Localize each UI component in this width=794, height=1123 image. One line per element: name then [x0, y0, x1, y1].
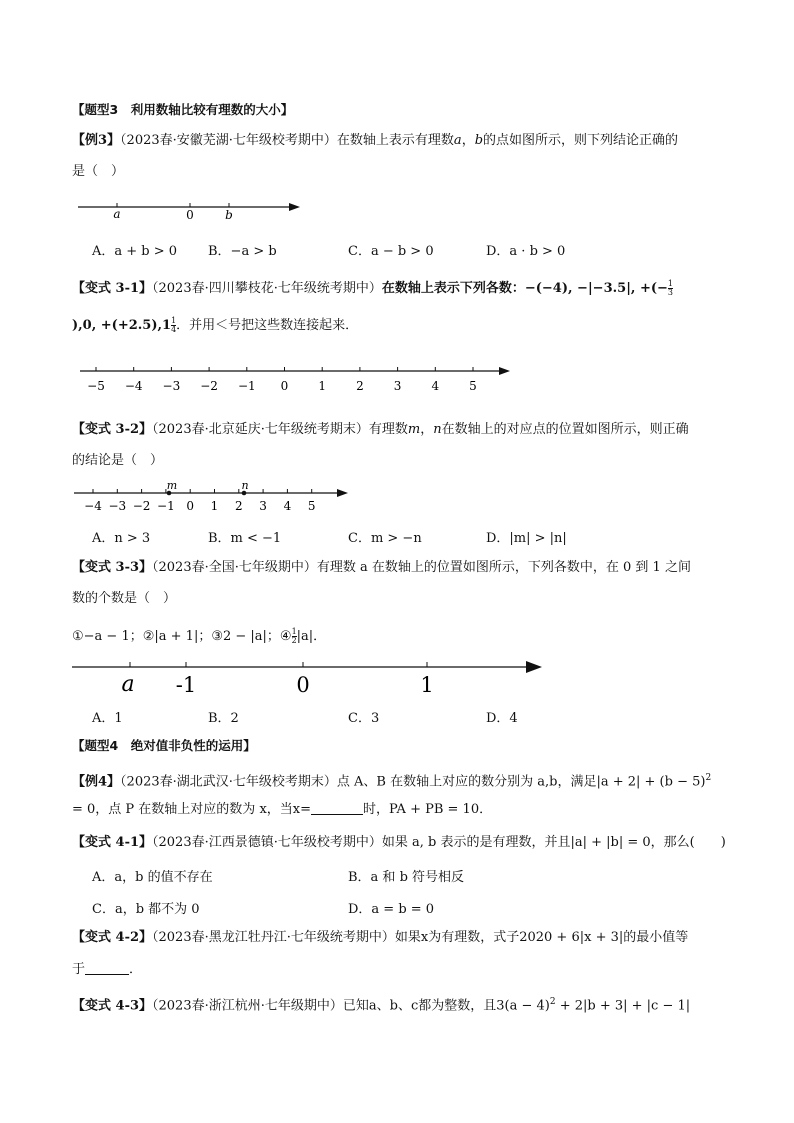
variant-4-2-line2: 于 ． [72, 962, 143, 977]
axis-label: −4 [124, 379, 143, 393]
axis-label: 2 [356, 379, 364, 393]
axis-label: 4 [431, 379, 440, 393]
fraction-one-quarter: $\frac{1}{4}$ [171, 316, 177, 334]
example-3-source: （2023春·安徽芜湖·七年级校考期中） [120, 133, 337, 148]
answer-blank[interactable] [85, 962, 129, 975]
example-3-line2: 是（ ） [72, 164, 125, 179]
axis-label: -1 [175, 673, 197, 697]
option-d: D．|m| > |n| [486, 531, 567, 546]
variant-3-3-tag: 【变式 3-3】 [72, 560, 153, 575]
axis-label: 1 [420, 673, 434, 697]
variant-3-2-line1: 【变式 3-2】（2023春·北京延庆·七年级统考期末）有理数m，n在数轴上的对应点的位置如图所示，则正确 [72, 422, 689, 437]
point-m-label: m [166, 479, 178, 492]
option-a: A．1 [92, 711, 123, 726]
axis-label: 0 [186, 499, 195, 513]
axis-label: −1 [237, 379, 256, 393]
option-b: B．a 和 b 符号相反 [348, 870, 465, 885]
answer-blank[interactable] [311, 802, 363, 815]
option-b: B．2 [208, 711, 239, 726]
axis-label: b [225, 208, 233, 222]
axis-label: 3 [393, 379, 402, 393]
variant-3-2-line2: 的结论是（ ） [72, 453, 164, 468]
option-d: D．a · b > 0 [486, 244, 566, 259]
example-4-line2: = 0，点 P 在数轴上对应的数为 x，当x= 时，PA + PB = 10． [72, 802, 493, 817]
axis-label: 2 [234, 499, 243, 513]
example-3-line1: 【例3】（2023春·安徽芜湖·七年级校考期中）在数轴上表示有理数a，b的点如图所示，则下列结论正确的 [72, 133, 679, 148]
axis-label: 1 [210, 499, 219, 513]
section-heading-3: 【题型3 利用数轴比较有理数的大小】 [72, 102, 294, 117]
variant-4-1-tag: 【变式 4-1】 [72, 835, 153, 850]
axis-label: 4 [283, 499, 292, 513]
option-d: D．4 [486, 711, 518, 726]
axis-label: −2 [132, 499, 151, 513]
variant-3-1-line1: 【变式 3-1】（2023春·四川攀枝花·七年级统考期中）在数轴上表示下列各数：−(−4), −|−3.5|, +(− $\frac{1}{3}$ [72, 279, 674, 297]
variant-3-3-items: ①−a − 1；②|a + 1|；③2 − |a|；④ $\frac{1}{2}$ |a|． [72, 627, 327, 645]
variant-4-2-tag: 【变式 4-2】 [72, 930, 153, 945]
axis-label: a [121, 672, 135, 697]
option-a: A．a，b 的值不存在 [92, 870, 213, 885]
axis-label: −4 [84, 499, 102, 513]
option-c: C．m > −n [348, 531, 422, 546]
variant-4-2-line1: 【变式 4-2】（2023春·黑龙江牡丹江·七年级统考期中）如果x为有理数，式子2020 + 6|x + 3|的最小值等 [72, 930, 689, 945]
axis-label: −2 [200, 379, 218, 393]
example-4-line1: 【例4】（2023春·湖北武汉·七年级校考期末）点 A、B 在数轴上对应的数分别为 a,b，满足$|a + 2| + (b - 5)^2$ [72, 773, 712, 790]
axis-label: 0 [280, 379, 289, 393]
variant-4-3-line1: 【变式 4-3】（2023春·浙江杭州·七年级期中）已知a、b、c都为整数，且$3(a - 4)^2 + 2|b + 3| + |c - 1|$ [72, 997, 691, 1014]
option-b: B．m < −1 [208, 531, 282, 546]
option-d: D．a = b = 0 [348, 902, 435, 917]
axis-label: −5 [87, 379, 105, 393]
axis-label: a [113, 207, 121, 221]
option-c: C．a，b 都不为 0 [92, 902, 200, 917]
variant-3-2-tag: 【变式 3-2】 [72, 422, 153, 437]
axis-label: 5 [469, 379, 477, 393]
variant-3-1-tag: 【变式 3-1】 [72, 281, 153, 296]
axis-label: −3 [108, 499, 127, 513]
section-heading-4: 【题型4 绝对值非负性的运用】 [72, 738, 256, 753]
option-a: A．a + b > 0 [92, 244, 178, 259]
axis-label: 5 [307, 499, 316, 513]
example-3-tag: 【例3】 [72, 133, 121, 148]
variant-3-3-line2: 数的个数是（ ） [72, 591, 177, 606]
variant-4-3-tag: 【变式 4-3】 [72, 998, 153, 1014]
option-b: B．−a > b [208, 244, 277, 259]
fraction-one-third: $\frac{1}{3}$ [667, 279, 674, 297]
example-4-tag: 【例4】 [72, 774, 121, 790]
axis-label: 1 [318, 379, 327, 393]
axis-label: 0 [296, 673, 310, 697]
axis-label: 0 [186, 208, 194, 222]
axis-label: −3 [162, 379, 181, 393]
fraction-one-half: $\frac{1}{2}$ [291, 627, 297, 645]
point-n-label: n [241, 479, 249, 492]
option-a: A．n > 3 [92, 531, 151, 546]
variant-3-1-line2: ),0, +(+2.5),1 $\frac{1}{4}$ ．并用＜号把这些数连接起来． [72, 316, 359, 334]
axis-label: 3 [259, 499, 267, 513]
option-c: C．3 [348, 711, 380, 726]
variant-3-3-line1: 【变式 3-3】（2023春·全国·七年级期中）有理数 a 在数轴上的位置如图所示，下列各数中，在 0 到 1 之间 [72, 560, 691, 575]
option-c: C．a − b > 0 [348, 244, 434, 259]
axis-label: −1 [157, 499, 175, 513]
variant-4-1-line1: 【变式 4-1】（2023春·江西景德镇·七年级校考期中）如果 a, b 表示的是有理数，并且|a| + |b| = 0，那么( ) [72, 835, 726, 850]
